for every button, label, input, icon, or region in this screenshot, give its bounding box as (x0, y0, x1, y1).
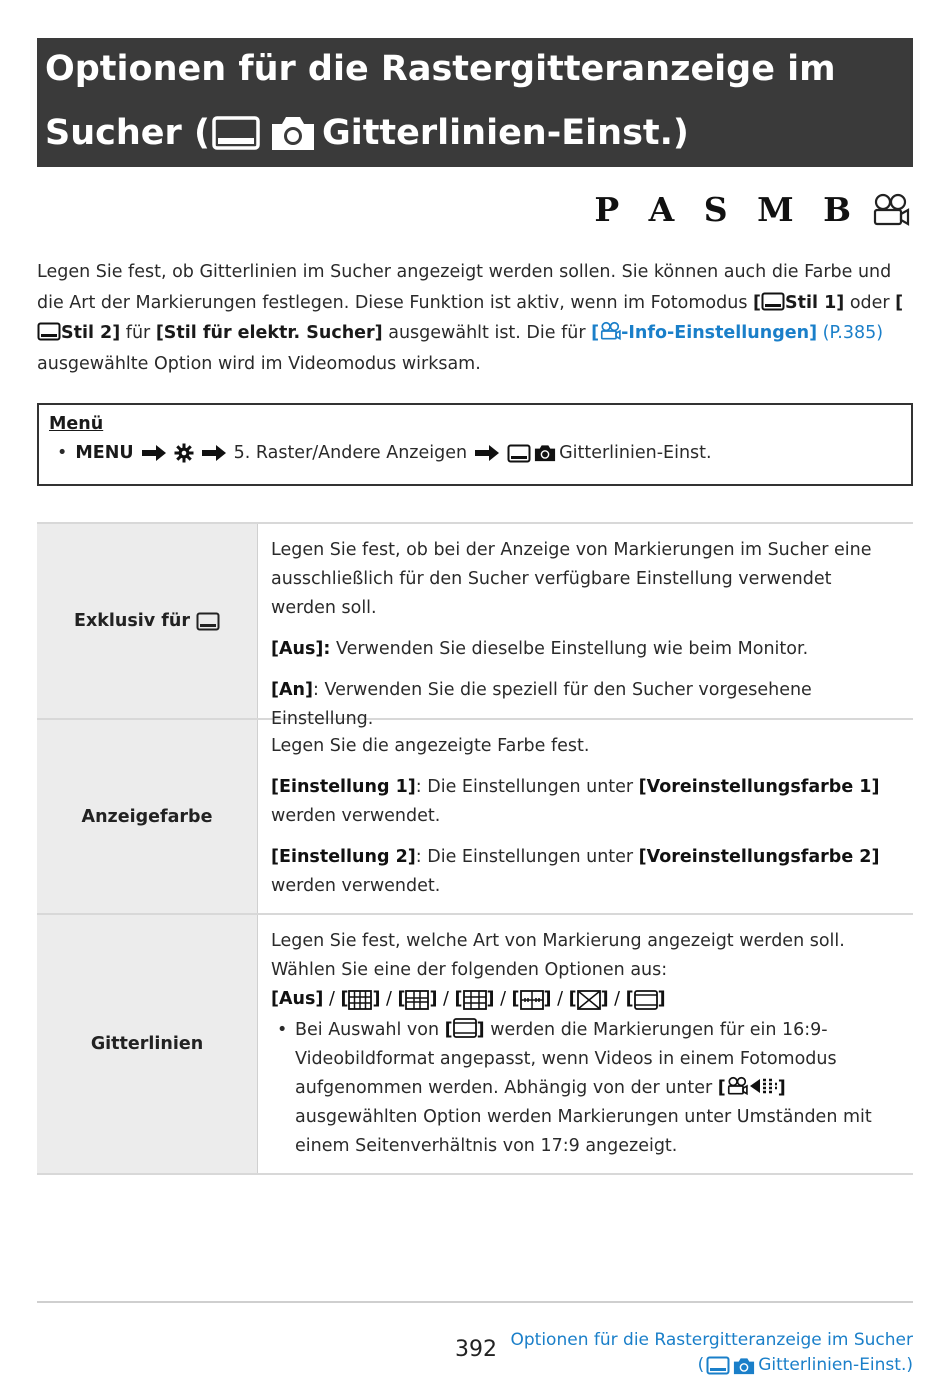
grid-golden-icon (405, 990, 429, 1010)
menu-path (57, 443, 901, 463)
viewfinder-icon (196, 612, 220, 631)
description-text: Legen Sie fest, welche Art von Markierung angezeigt werden soll. Wählen Sie eine der folgenden Optionen aus: (271, 931, 845, 980)
option-label: [Einstellung 1] (271, 777, 416, 797)
intro-text-4: ausgewählt ist. Die für (382, 323, 592, 343)
table-row (37, 524, 913, 729)
mode-indicators (594, 190, 910, 229)
menu-box (37, 403, 913, 486)
separator: / (380, 989, 398, 1009)
option-text: : Die Einstellungen unter (415, 777, 639, 797)
separator: / (608, 989, 626, 1009)
intro-text-1: Legen Sie fest, ob Gitterlinien im Sucher angezeigt werden sollen. Sie können auch die Farbe und die Art der Markierungen festlegen. Diese Funktion ist aktiv, wenn im Fotomodus (37, 262, 892, 313)
page-title (37, 38, 913, 167)
preset-color-label: [Voreinstellungsfarbe 2] (638, 847, 880, 867)
title-line-2-suffix: Gitterlinien-Einst.) (321, 113, 689, 153)
option-text-end: werden verwendet. (271, 876, 441, 896)
row-heading-label: Exklusiv für (74, 611, 190, 631)
settings-table (37, 522, 913, 1175)
arrow-right-icon (142, 445, 166, 461)
intro-paragraph (37, 257, 913, 379)
gear-icon (174, 443, 194, 463)
menu-step-raster: 5. Raster/Andere Anzeigen (233, 443, 468, 463)
movie-camera-icon (726, 1076, 748, 1096)
intro-text-3: für (120, 323, 156, 343)
separator: / (494, 989, 512, 1009)
footer-section-link[interactable] (511, 1328, 914, 1375)
row-heading (37, 720, 258, 913)
camera-icon (268, 114, 318, 152)
link-label: -Info-Einstellungen] (621, 323, 818, 343)
title-line-1: Optionen für die Rastergitteranzeige im (45, 49, 836, 89)
option-label: [Einstellung 2] (271, 847, 416, 867)
movie-camera-icon (870, 193, 910, 227)
grid-option-off: [Aus] (271, 989, 324, 1009)
intro-text-5: ausgewählte Option wird im Videomodus wirksam. (37, 353, 481, 374)
list-item: • Bei Auswahl von [ ] werden die Markierungen für ein 16:9-Videobildformat angepasst, wenn Videos in einem Fotomodus aufgenommen werden. Abhängig von der unter [ ] ausgewählten Option werden Markierungen unter Umständen mit einem Seitenverhältnis von 17:9 angezeigt. (271, 1016, 899, 1161)
bullet: • (57, 443, 68, 463)
viewfinder-icon (507, 444, 531, 463)
viewfinder-icon (761, 292, 785, 311)
grid-scale-icon (520, 990, 544, 1010)
table-row (37, 915, 913, 1175)
footer-link-line-2 (511, 1353, 914, 1375)
camera-icon (732, 1356, 756, 1375)
mode-letters: P A S M B (594, 190, 860, 229)
row-description (258, 915, 913, 1173)
option-text: : Verwenden Sie die speziell für den Sucher vorgesehene Einstellung. (271, 680, 812, 729)
viewfinder-icon (706, 1356, 730, 1375)
menu-title: Menü (49, 414, 104, 434)
separator: / (551, 989, 569, 1009)
description-text: Legen Sie die angezeigte Farbe fest. (271, 736, 590, 756)
page-number: 392 (455, 1337, 497, 1362)
row-description (258, 720, 913, 913)
option-label: [Aus]: (271, 639, 331, 659)
grid-diagonal-icon (577, 990, 601, 1010)
evf-style-label: [Stil für elektr. Sucher] (155, 323, 383, 343)
style1-bracket: [ (753, 292, 762, 313)
bullet-text-1: Bei Auswahl von (295, 1020, 445, 1040)
page-reference-link[interactable]: (P.385) (822, 323, 884, 343)
footer-link-paren: ( (697, 1355, 705, 1375)
option-setting-2 (271, 843, 899, 901)
title-line-2-prefix: Sucher ( (45, 113, 210, 153)
grid-16-9-frame-icon (634, 990, 658, 1010)
menu-key: MENU (75, 443, 134, 463)
table-row (37, 720, 913, 915)
info-settings-link[interactable] (591, 323, 817, 343)
row-heading (37, 524, 258, 718)
footer-divider (37, 1301, 913, 1303)
row-heading-label: Gitterlinien (90, 1034, 204, 1054)
footer-link-line-1: Optionen für die Rastergitteranzeige im Sucher (510, 1330, 913, 1350)
separator: / (323, 989, 341, 1009)
grid-options-list: [Aus] / [ ] / [ ] / [ ] / [ ] / [ ] / [ ] (271, 985, 899, 1014)
grid-3x3-icon (348, 990, 372, 1010)
description-text: Legen Sie fest, ob bei der Anzeige von Markierungen im Sucher eine ausschließlich für den Sucher verfügbare Einstellung verwendet werden soll. (271, 540, 872, 618)
style2-bracket: [ (895, 292, 904, 313)
option-setting-1 (271, 773, 899, 831)
grid-16-9-frame-icon (453, 1018, 477, 1038)
option-text: : Die Einstellungen unter (415, 847, 639, 867)
option-label: [An] (271, 680, 313, 700)
option-text: Verwenden Sie dieselbe Einstellung wie beim Monitor. (330, 639, 809, 659)
option-off (271, 635, 899, 664)
menu-step-grid-settings: Gitterlinien-Einst. (559, 443, 712, 463)
bullet-text-3: ausgewählten Option werden Markierungen unter Umständen mit einem Seitenverhältnis von 17:9 angezeigt. (295, 1107, 872, 1156)
option-text-end: werden verwendet. (271, 806, 441, 826)
footer-link-label: Gitterlinien-Einst.) (758, 1355, 913, 1375)
link-bracket: [ (591, 323, 600, 343)
bullet-text-2: werden die Markierungen für ein 16:9-Videobildformat angepasst, wenn Videos in einem Fotomodus aufgenommen werden. Abhängig von der unter (295, 1020, 837, 1098)
row-heading (37, 915, 258, 1173)
preset-color-label: [Voreinstellungsfarbe 1] (638, 777, 880, 797)
separator: / (437, 989, 455, 1009)
grid-4x4-icon (463, 990, 487, 1010)
camera-icon (533, 443, 557, 463)
viewfinder-icon (37, 322, 61, 341)
style1-label: Stil 1] (785, 292, 845, 313)
viewfinder-icon (212, 115, 260, 151)
row-heading-label: Anzeigefarbe (81, 806, 213, 827)
row-description (258, 524, 913, 729)
style2-label: Stil 2] (61, 323, 121, 343)
arrow-right-icon (202, 445, 226, 461)
aspect-ratio-icon (748, 1076, 778, 1096)
intro-text-2: oder (844, 292, 896, 313)
movie-camera-icon (599, 321, 621, 341)
arrow-right-icon (475, 445, 499, 461)
